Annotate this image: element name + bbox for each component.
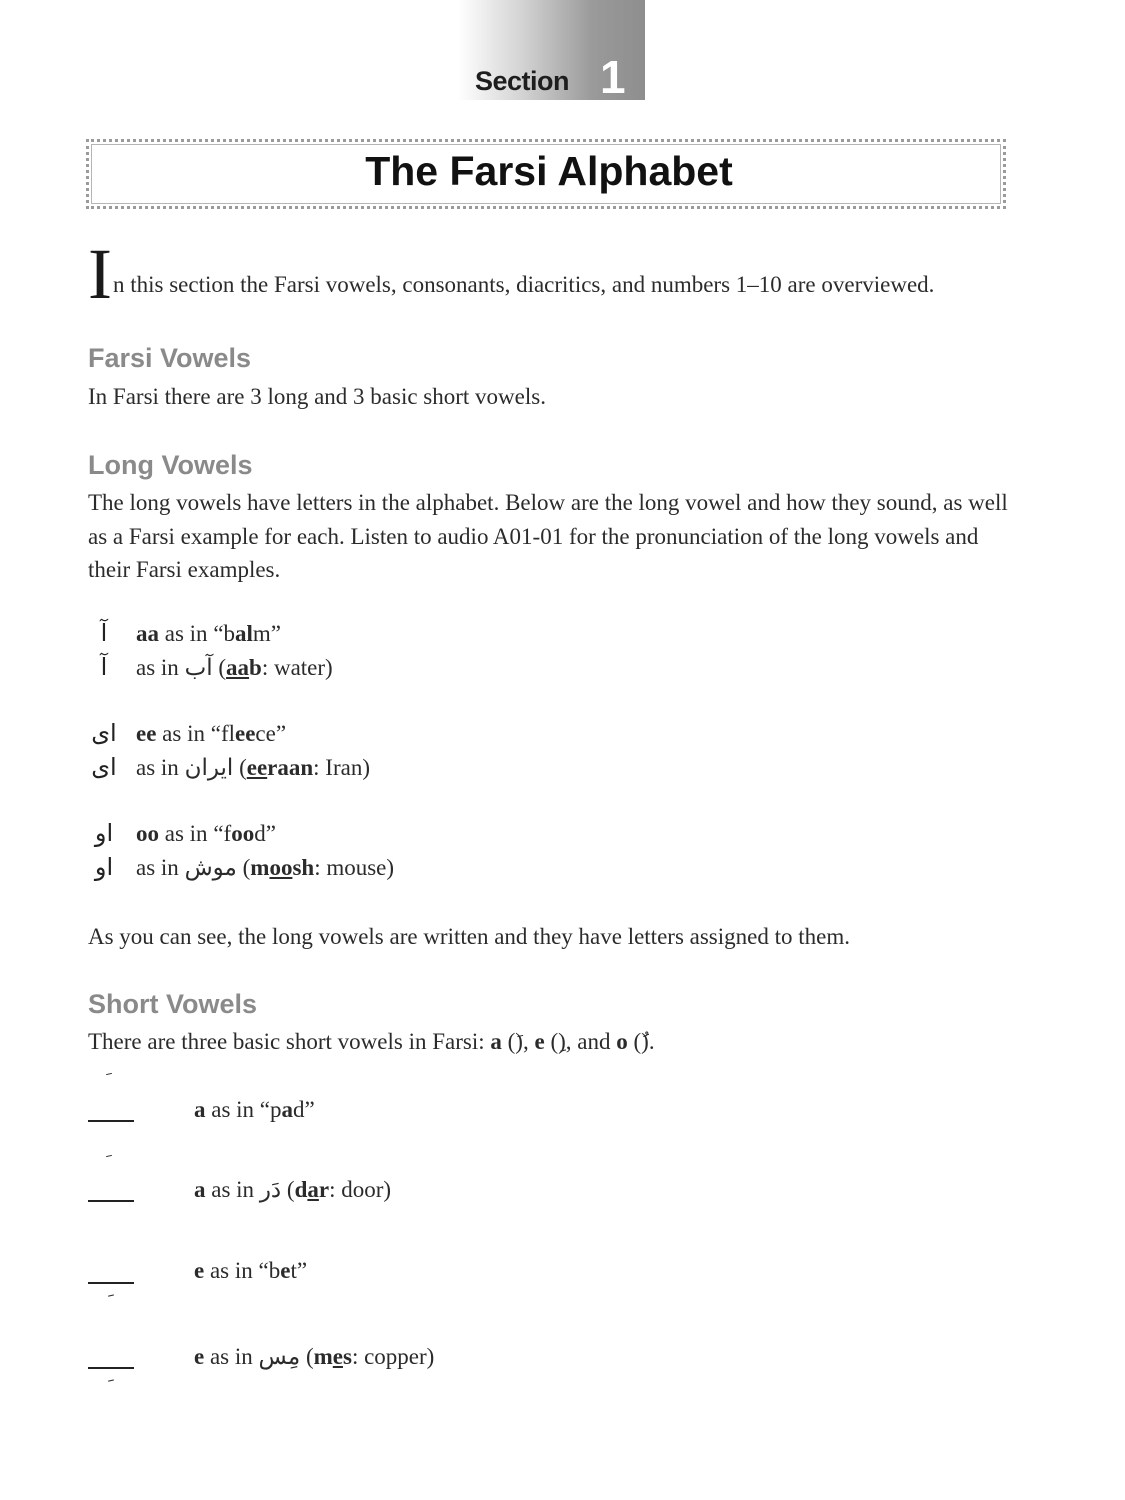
sound-word: “balm” [213,621,282,646]
short-vowel-sound: a as in “pad” [194,1097,315,1122]
long-vowel-sound [136,621,281,647]
sound-word: “fleece” [210,721,287,746]
short-vowels-text: There are three basic short vowels in Farsi: a (), e (), and o (). [88,1029,655,1054]
page-title: The Farsi Alphabet [365,148,733,194]
long-vowels-heading: Long Vowels [88,450,253,480]
long-vowel-sound: oo as in “food” [136,821,276,846]
intro-paragraph [88,234,935,314]
vowel-name: oo [136,821,159,846]
farsi-word: ایران [184,755,234,780]
farsi-word: دَر [259,1177,282,1202]
short-vowel-example: a as in دَر (dar: door) [194,1177,392,1202]
letter-placeholder-line [88,1367,134,1369]
long-vowel-letter: او [94,819,114,847]
long-vowel-letter: آ [100,619,108,647]
farsi-word: موش [184,855,237,880]
long-vowel-letter: ای [91,753,117,781]
letter-placeholder-line [88,1282,134,1284]
farsi-vowels-heading: Farsi Vowels [88,343,252,373]
letter-placeholder-line [88,1120,134,1122]
long-vowel-letter: آ [100,653,108,681]
long-vowel-example: as in ایران (eeraan: Iran) [136,755,370,780]
intro-text: n this section the Farsi vowels, consonants, diacritics, and numbers 1–10 are overviewed. [112,272,935,297]
long-vowel-sound: ee as in “fleece” [136,721,287,746]
farsi-vowels-text: In Farsi there are 3 long and 3 basic short vowels. [88,384,546,409]
vowel-name: aa [136,621,159,646]
long-vowels-text: The long vowels have letters in the alphabet. Below are the long vowel and how they sound, as well as a Farsi example for each. Listen to audio A01-01 for the pronunciation of the long vowels and their Farsi examples. [88,490,1008,582]
long-vowel-example: as in موش (moosh: mouse) [136,855,395,880]
short-vowel-sound: e as in “bet” [194,1258,308,1283]
long-vowels-conclusion: As you can see, the long vowels are written and they have letters assigned to them. [88,924,850,949]
drop-cap: I [88,234,112,314]
letter-placeholder-line [88,1200,134,1202]
farsi-word: مِس [258,1344,301,1369]
farsi-word: آب [184,655,213,680]
long-vowel-letter: او [94,853,114,881]
short-vowel-example: e as in مِس (mes: copper) [194,1344,435,1369]
transliteration: aab [226,655,262,680]
section-number: 1 [600,51,626,103]
vowel-name: ee [136,721,157,746]
sound-word: “food” [213,821,276,846]
long-vowel-letter: ای [91,719,117,747]
section-label: Section [475,66,570,96]
long-vowel-example: as in آب (aab: water) [136,655,333,680]
transliteration: moosh [250,855,315,880]
as-in-text: as in [164,621,208,646]
transliteration: eeraan [246,755,314,780]
short-vowels-heading: Short Vowels [88,989,258,1019]
